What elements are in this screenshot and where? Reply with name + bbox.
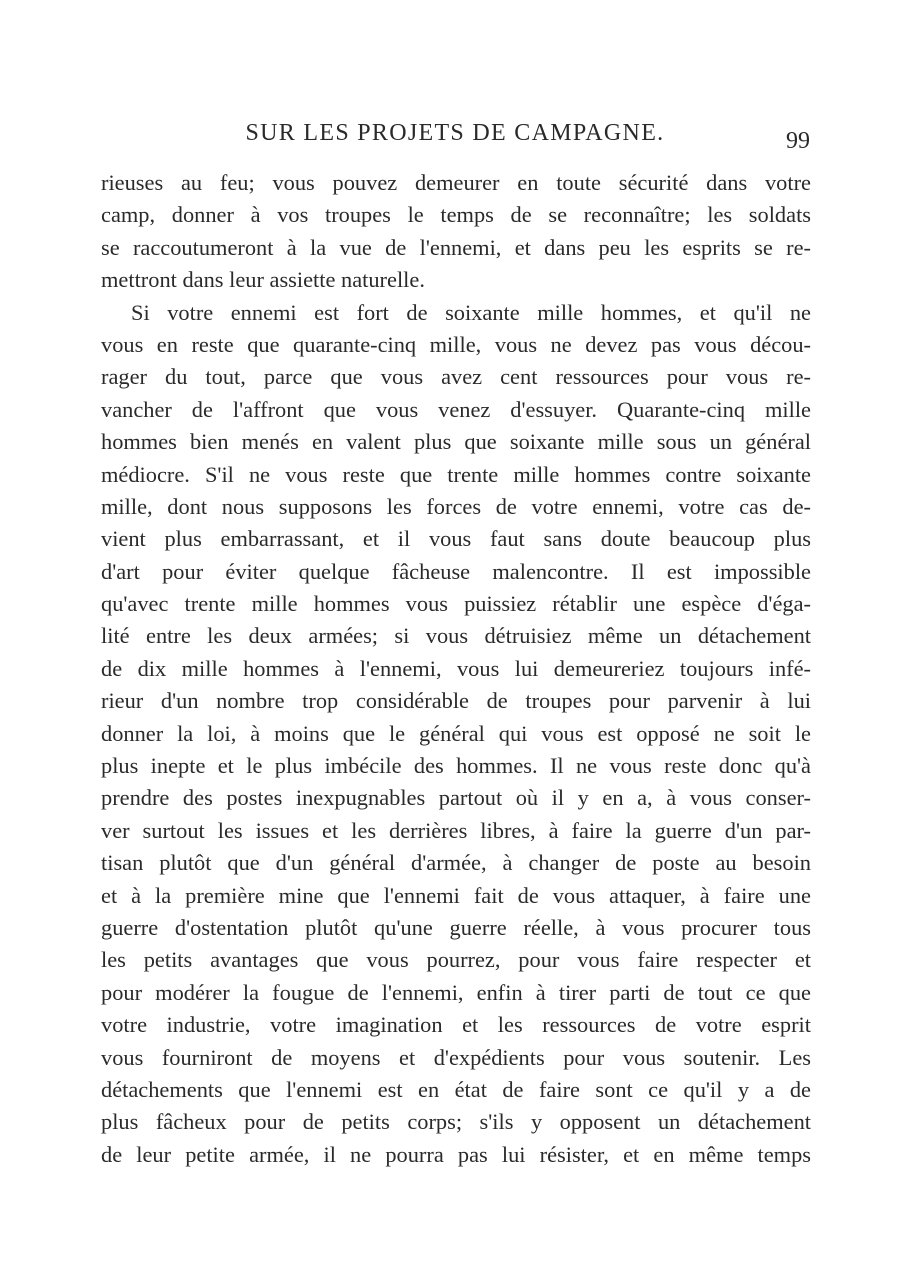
- text-line: plus inepte et le plus imbécile des hommes. Il ne vous reste donc qu'à: [101, 753, 811, 779]
- text-line: lité entre les deux armées; si vous détruisiez même un détachement: [101, 623, 811, 649]
- text-line: mettront dans leur assiette naturelle.: [101, 267, 425, 293]
- text-line: détachements que l'ennemi est en état de faire sont ce qu'il y a de: [101, 1076, 811, 1102]
- text-line: donner la loi, à moins que le général qui vous est opposé ne soit le: [101, 720, 811, 746]
- text-line: rager du tout, parce que vous avez cent ressources pour vous re-: [101, 364, 811, 390]
- text-line: camp, donner à vos troupes le temps de se reconnaître; les soldats: [101, 202, 811, 228]
- text-line: tisan plutôt que d'un général d'armée, à changer de poste au besoin: [101, 850, 811, 876]
- body-text: [101, 167, 811, 1171]
- text-line: mille, dont nous supposons les forces de votre ennemi, votre cas de-: [101, 493, 811, 519]
- text-line: pour modérer la fougue de l'ennemi, enfin à tirer parti de tout ce que: [101, 979, 811, 1005]
- text-line: vous en reste que quarante-cinq mille, vous ne devez pas vous décou-: [101, 331, 811, 357]
- text-line: guerre d'ostentation plutôt qu'une guerre réelle, à vous procurer tous: [101, 914, 811, 940]
- text-line: vancher de l'affront que vous venez d'essuyer. Quarante-cinq mille: [101, 396, 811, 422]
- page-number: 99: [786, 128, 810, 154]
- text-line: vous fourniront de moyens et d'expédients pour vous soutenir. Les: [101, 1044, 811, 1070]
- text-line: ver surtout les issues et les derrières libres, à faire la guerre d'un par-: [101, 817, 811, 843]
- text-line: vient plus embarrassant, et il vous faut sans doute beaucoup plus: [101, 526, 811, 552]
- text-line: votre industrie, votre imagination et les ressources de votre esprit: [101, 1012, 811, 1038]
- text-line: hommes bien menés en valent plus que soixante mille sous un général: [101, 429, 811, 455]
- text-line: et à la première mine que l'ennemi fait de vous attaquer, à faire une: [101, 882, 811, 908]
- text-line: d'art pour éviter quelque fâcheuse malencontre. Il est impossible: [101, 558, 811, 584]
- text-line: plus fâcheux pour de petits corps; s'ils y opposent un détachement: [101, 1109, 811, 1135]
- text-line: médiocre. S'il ne vous reste que trente mille hommes contre soixante: [101, 461, 811, 487]
- paragraph: [101, 297, 811, 1172]
- text-line: rieuses au feu; vous pouvez demeurer en toute sécurité dans votre: [101, 170, 811, 195]
- paragraph: [101, 167, 811, 297]
- text-line: prendre des postes inexpugnables partout où il y en a, à vous conser-: [101, 785, 811, 811]
- running-title: SUR LES PROJETS DE CAMPAGNE.: [245, 120, 665, 146]
- text-line: se raccoutumeront à la vue de l'ennemi, et dans peu les esprits se re-: [101, 234, 811, 260]
- text-line: de leur petite armée, il ne pourra pas lui résister, et en même temps: [101, 1141, 811, 1167]
- text-line: de dix mille hommes à l'ennemi, vous lui demeureriez toujours infé-: [101, 655, 811, 681]
- text-line: Si votre ennemi est fort de soixante mille hommes, et qu'il ne: [131, 299, 811, 325]
- text-line: rieur d'un nombre trop considérable de troupes pour parvenir à lui: [101, 688, 811, 714]
- text-line: qu'avec trente mille hommes vous puissiez rétablir une espèce d'éga-: [101, 591, 811, 617]
- text-line: les petits avantages que vous pourrez, pour vous faire respecter et: [101, 947, 811, 973]
- running-head: [100, 120, 810, 154]
